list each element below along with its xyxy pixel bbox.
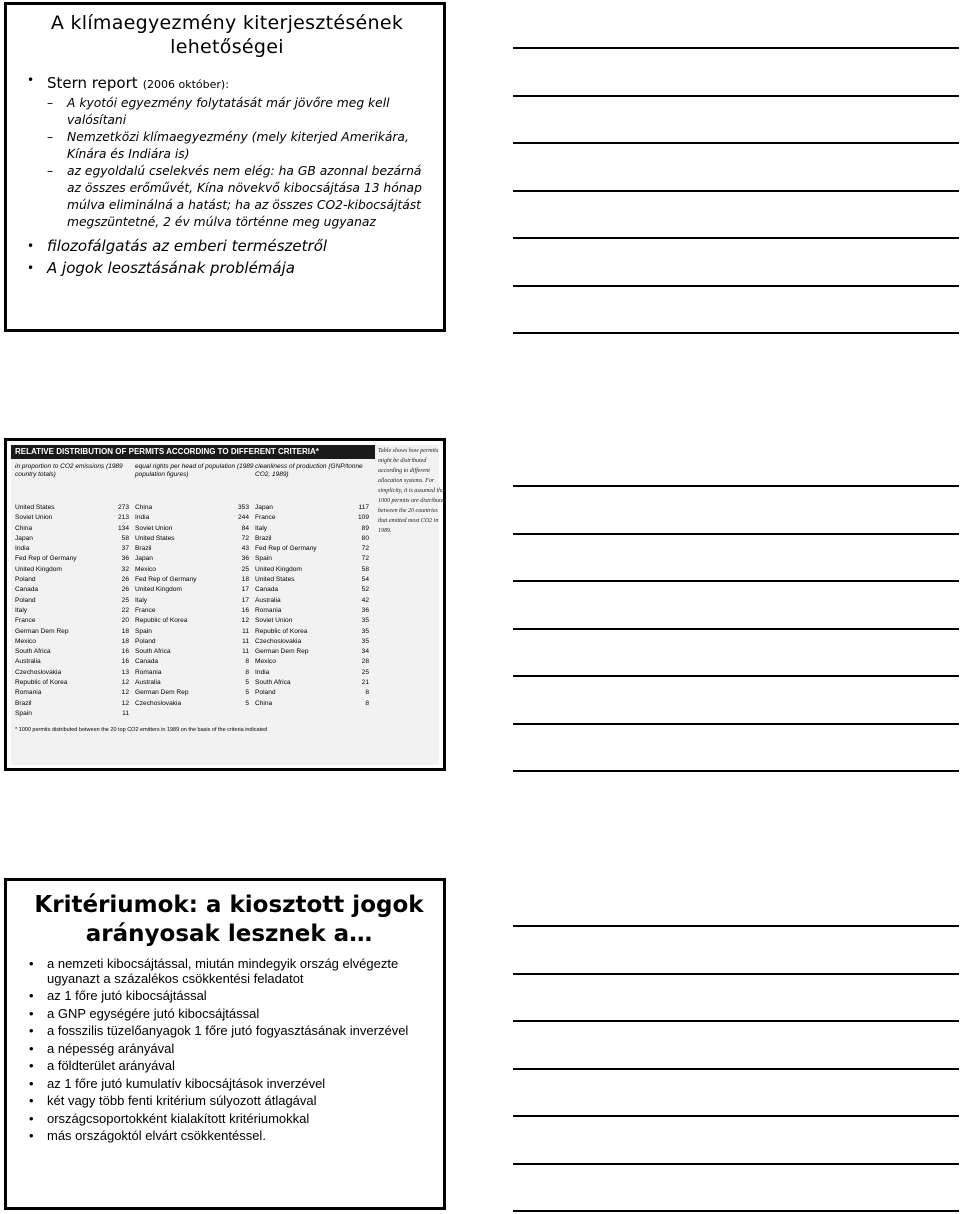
note-line [513, 675, 959, 677]
country-name: India [15, 545, 30, 553]
country-name: Poland [135, 637, 156, 645]
note-line [513, 190, 959, 192]
bullet-rights-allocation: • A jogok leosztásának problémája [25, 257, 429, 279]
permit-value: 18 [121, 627, 129, 635]
permit-value: 34 [361, 648, 369, 656]
table-row [135, 503, 249, 513]
permit-value: 213 [117, 514, 129, 522]
country-name: Canada [135, 658, 159, 666]
permit-value: 72 [361, 545, 369, 553]
table-row [15, 575, 129, 585]
table-column-emissions [15, 503, 135, 719]
country-name: Czechoslovakia [135, 699, 182, 707]
country-name: Poland [255, 689, 276, 697]
table-row [255, 606, 369, 616]
table-row [255, 688, 369, 698]
table-column-headers [11, 459, 439, 501]
criterion-item: • a népesség arányával [25, 1042, 433, 1057]
permit-value: 11 [122, 709, 129, 717]
table-row [255, 534, 369, 544]
note-line [513, 142, 959, 144]
permit-value: 28 [361, 658, 369, 666]
note-line [513, 1115, 959, 1117]
permit-value: 8 [245, 668, 249, 676]
criterion-item: • országcsoportokként kialakított kritériumokkal [25, 1112, 433, 1127]
permit-value: 117 [358, 504, 369, 511]
table-row [135, 544, 249, 554]
country-name: United States [15, 504, 55, 511]
country-name: Spain [135, 627, 152, 635]
permit-value: 89 [361, 524, 369, 532]
table-row [255, 554, 369, 564]
country-name: Brazil [135, 545, 152, 553]
permit-value: 5 [245, 699, 249, 707]
country-name: Italy [15, 606, 28, 614]
sub-item: – az egyoldalú cselekvés nem elég: ha GB azonnal bezárná az összes erőművét, Kína növekvő kibocsájtása 13 hónap múlva eliminálná a hatást; ha az összes CO2-kibocsájtást megszüntetné, 2 év múlva történne meg ugyanaz [47, 163, 429, 231]
permit-value: 36 [121, 555, 129, 563]
table-row [255, 668, 369, 678]
table-row [255, 647, 369, 657]
country-name: Soviet Union [255, 617, 293, 625]
country-name: Romania [135, 668, 162, 676]
table-row [15, 596, 129, 606]
sub-item: – Nemzetközi klímaegyezmény (mely kiterjed Amerikára, Kínára és Indiára is) [47, 129, 429, 163]
permit-value: 72 [241, 534, 249, 542]
permit-value: 54 [361, 576, 369, 584]
table-row [255, 585, 369, 595]
table-row [135, 565, 249, 575]
permit-value: 109 [357, 514, 369, 522]
permit-value: 72 [361, 555, 369, 563]
table-row [15, 699, 129, 709]
permit-value: 8 [365, 689, 369, 697]
table-row [255, 627, 369, 637]
permit-value: 12 [121, 689, 129, 697]
permit-value: 37 [121, 545, 129, 553]
permit-value: 26 [121, 576, 129, 584]
note-line [513, 580, 959, 582]
table-row [15, 657, 129, 667]
permit-value: 25 [241, 565, 249, 573]
table-row [135, 513, 249, 523]
table-row [15, 647, 129, 657]
permit-value: 12 [121, 679, 129, 687]
column-header: equal rights per head of population (1989 population figures) [135, 463, 254, 478]
table-row [15, 554, 129, 564]
table-row [15, 688, 129, 698]
table-row [15, 668, 129, 678]
country-name: Brazil [15, 699, 32, 707]
table-row [135, 647, 249, 657]
permit-value: 353 [237, 504, 249, 511]
slide-3 [4, 878, 446, 1210]
permit-value: 12 [241, 617, 249, 625]
permit-value: 17 [241, 586, 249, 594]
country-name: United States [135, 534, 175, 542]
criterion-item: • a földterület arányával [25, 1059, 433, 1074]
note-line [513, 237, 959, 239]
note-line [513, 533, 959, 535]
table-column-population [135, 503, 255, 719]
country-name: Japan [135, 555, 153, 563]
table-row [255, 565, 369, 575]
permit-value: 16 [121, 658, 129, 666]
country-name: German Dem Rep [255, 648, 309, 656]
country-name: Spain [15, 709, 32, 717]
permit-value: 36 [361, 606, 369, 614]
criterion-item: • a nemzeti kibocsájtással, miután mindegyik ország elvégezte ugyanazt a százalékos csökkentési feladatot [25, 957, 433, 986]
permit-value: 273 [117, 504, 129, 511]
table-row [135, 596, 249, 606]
country-name: Australia [15, 658, 41, 666]
table-row [135, 554, 249, 564]
country-name: Italy [255, 524, 268, 532]
country-name: Brazil [255, 534, 272, 542]
permit-value: 22 [121, 606, 129, 614]
country-name: United Kingdom [135, 586, 182, 594]
permit-value: 17 [241, 596, 249, 604]
table-row [135, 627, 249, 637]
table-row [255, 524, 369, 534]
country-name: Czechoslovakia [255, 637, 302, 645]
country-name: South Africa [255, 679, 291, 687]
permit-value: 16 [241, 606, 249, 614]
note-line [513, 1163, 959, 1165]
country-name: German Dem Rep [15, 627, 69, 635]
permit-value: 32 [121, 565, 129, 573]
note-line [513, 285, 959, 287]
permit-value: 18 [121, 637, 129, 645]
country-name: German Dem Rep [135, 689, 189, 697]
note-line [513, 1210, 959, 1212]
table-row [15, 709, 129, 719]
permit-value: 11 [242, 648, 249, 656]
permit-value: 80 [361, 534, 369, 542]
table-row [135, 575, 249, 585]
note-line [513, 485, 959, 487]
country-name: Romania [15, 689, 42, 697]
criterion-item: • az 1 főre jutó kibocsájtással [25, 989, 433, 1004]
note-line [513, 973, 959, 975]
country-name: Soviet Union [15, 514, 53, 522]
permit-value: 26 [121, 586, 129, 594]
table-row [135, 534, 249, 544]
table-row [135, 524, 249, 534]
table-row [135, 637, 249, 647]
table-row [15, 627, 129, 637]
country-name: India [135, 514, 150, 522]
permit-value: 52 [361, 586, 369, 594]
permit-value: 20 [121, 617, 129, 625]
permit-value: 8 [245, 658, 249, 666]
table-row [255, 596, 369, 606]
table-row [255, 575, 369, 585]
country-name: Fed Rep of Germany [255, 545, 317, 553]
country-name: France [255, 514, 276, 522]
table-column-cleanliness [255, 503, 375, 719]
country-name: United Kingdom [255, 565, 302, 573]
country-name: Fed Rep of Germany [135, 576, 197, 584]
table-row [15, 616, 129, 626]
permit-value: 42 [361, 596, 369, 604]
country-name: Czechoslovakia [15, 668, 62, 676]
country-name: Republic of Korea [15, 679, 68, 687]
criterion-item: • a fosszilis tüzelőanyagok 1 főre jutó fogyasztásának inverzével [25, 1024, 433, 1039]
country-name: China [135, 504, 153, 511]
table-row [15, 513, 129, 523]
permit-value: 35 [361, 627, 369, 635]
table-row [15, 544, 129, 554]
criterion-item: • más országoktól elvárt csökkentéssel. [25, 1129, 433, 1144]
country-name: Australia [255, 596, 281, 604]
country-name: Japan [255, 504, 273, 511]
table-title: RELATIVE DISTRIBUTION OF PERMITS ACCORDING TO DIFFERENT CRITERIA* [11, 445, 375, 459]
country-name: France [135, 606, 156, 614]
table-row [255, 699, 369, 709]
table-row [135, 616, 249, 626]
table-row [135, 699, 249, 709]
note-line [513, 723, 959, 725]
bullet-stern-report [25, 73, 429, 231]
table-body [11, 501, 439, 721]
country-name: Australia [135, 679, 161, 687]
note-line [513, 1020, 959, 1022]
slide-1-bullets [25, 73, 429, 279]
permit-value: 25 [121, 596, 129, 604]
country-name: China [255, 699, 273, 707]
permit-value: 5 [245, 679, 249, 687]
slide-1 [4, 2, 446, 332]
permit-value: 43 [241, 545, 249, 553]
country-name: Poland [15, 596, 36, 604]
table-row [135, 657, 249, 667]
country-name: Poland [15, 576, 36, 584]
country-name: India [255, 668, 270, 676]
criterion-item: • az 1 főre jutó kumulatív kibocsájtások inverzével [25, 1077, 433, 1092]
table-row [255, 503, 369, 513]
note-line [513, 95, 959, 97]
column-header: in proportion to CO2 emissions (1989 country totals) [15, 463, 123, 478]
criterion-item: • két vagy több fenti kritérium súlyozott átlagával [25, 1094, 433, 1109]
country-name: United States [255, 576, 295, 584]
permit-value: 58 [121, 534, 129, 542]
country-name: Canada [255, 586, 279, 594]
note-line [513, 47, 959, 49]
permit-value: 134 [117, 524, 129, 532]
table-row [255, 678, 369, 688]
table-side-note: Table shows how permits might be distributed according to different allocation systems. For simplicity, it is assumed that 1000 permits are distributed between the 20 countries that emitted most CO2 in 1989. [378, 448, 447, 534]
table-row [15, 565, 129, 575]
table-row [135, 678, 249, 688]
country-name: Soviet Union [135, 524, 173, 532]
bullet-philosophy: • filozofálgatás az emberi természetről [25, 235, 429, 257]
permit-value: 25 [361, 668, 369, 676]
permit-value: 12 [121, 699, 129, 707]
stern-report-date: (2006 október): [142, 78, 229, 91]
permit-value: 16 [121, 648, 129, 656]
permit-value: 36 [241, 555, 249, 563]
stern-sub-list [47, 95, 429, 231]
slide-3-title: Kritériumok: a kiosztott jogok arányosak lesznek a… [34, 892, 424, 947]
note-line [513, 925, 959, 927]
table-row [255, 657, 369, 667]
country-name: Canada [15, 586, 39, 594]
permit-value: 84 [241, 524, 249, 532]
permit-value: 35 [361, 637, 369, 645]
country-name: Fed Rep of Germany [15, 555, 77, 563]
country-name: France [15, 617, 36, 625]
country-name: Republic of Korea [255, 627, 308, 635]
permit-value: 58 [361, 565, 369, 573]
table-row [15, 637, 129, 647]
permit-value: 8 [365, 699, 369, 707]
sub-item: – A kyotói egyezmény folytatását már jövőre meg kell valósítani [47, 95, 429, 129]
country-name: Mexico [15, 637, 36, 645]
country-name: Republic of Korea [135, 617, 188, 625]
permit-value: 35 [361, 617, 369, 625]
table-row [15, 534, 129, 544]
table-row [255, 544, 369, 554]
criterion-item: • a GNP egységére jutó kibocsájtással [25, 1007, 433, 1022]
note-line [513, 332, 959, 334]
table-row [15, 503, 129, 513]
criteria-list [25, 957, 433, 1144]
slide-1-title: A klímaegyezmény kiterjesztésének lehetőségei [50, 12, 404, 58]
table-row [135, 688, 249, 698]
country-name: Japan [15, 534, 33, 542]
table-row [135, 668, 249, 678]
permit-value: 21 [361, 679, 369, 687]
table-row [15, 606, 129, 616]
table-row [135, 585, 249, 595]
permit-value: 18 [241, 576, 249, 584]
column-header: cleanliness of production (GNP/tonne CO2, 1989) [255, 463, 363, 478]
note-line [513, 770, 959, 772]
country-name: Italy [135, 596, 148, 604]
country-name: Romania [255, 606, 282, 614]
country-name: Spain [255, 555, 272, 563]
note-line [513, 1068, 959, 1070]
stern-report-label: Stern report [47, 74, 138, 92]
country-name: South Africa [135, 648, 171, 656]
country-name: United Kingdom [15, 565, 62, 573]
table-row [255, 616, 369, 626]
country-name: Mexico [135, 565, 156, 573]
table-row [255, 513, 369, 523]
permit-value: 5 [245, 689, 249, 697]
table-row [135, 606, 249, 616]
permit-value: 11 [242, 637, 249, 645]
country-name: China [15, 524, 33, 532]
country-name: South Africa [15, 648, 51, 656]
country-name: Mexico [255, 658, 276, 666]
table-row [255, 637, 369, 647]
table-row [15, 585, 129, 595]
table-row [15, 524, 129, 534]
table-row [15, 678, 129, 688]
permit-value: 244 [237, 514, 249, 522]
note-line [513, 628, 959, 630]
permit-value: 11 [242, 627, 249, 635]
table-footnote: * 1000 permits distributed between the 20 top CO2 emitters in 1989 on the basis of the criteria indicated [15, 727, 268, 734]
permit-value: 13 [121, 668, 129, 676]
permit-distribution-table [11, 445, 439, 765]
